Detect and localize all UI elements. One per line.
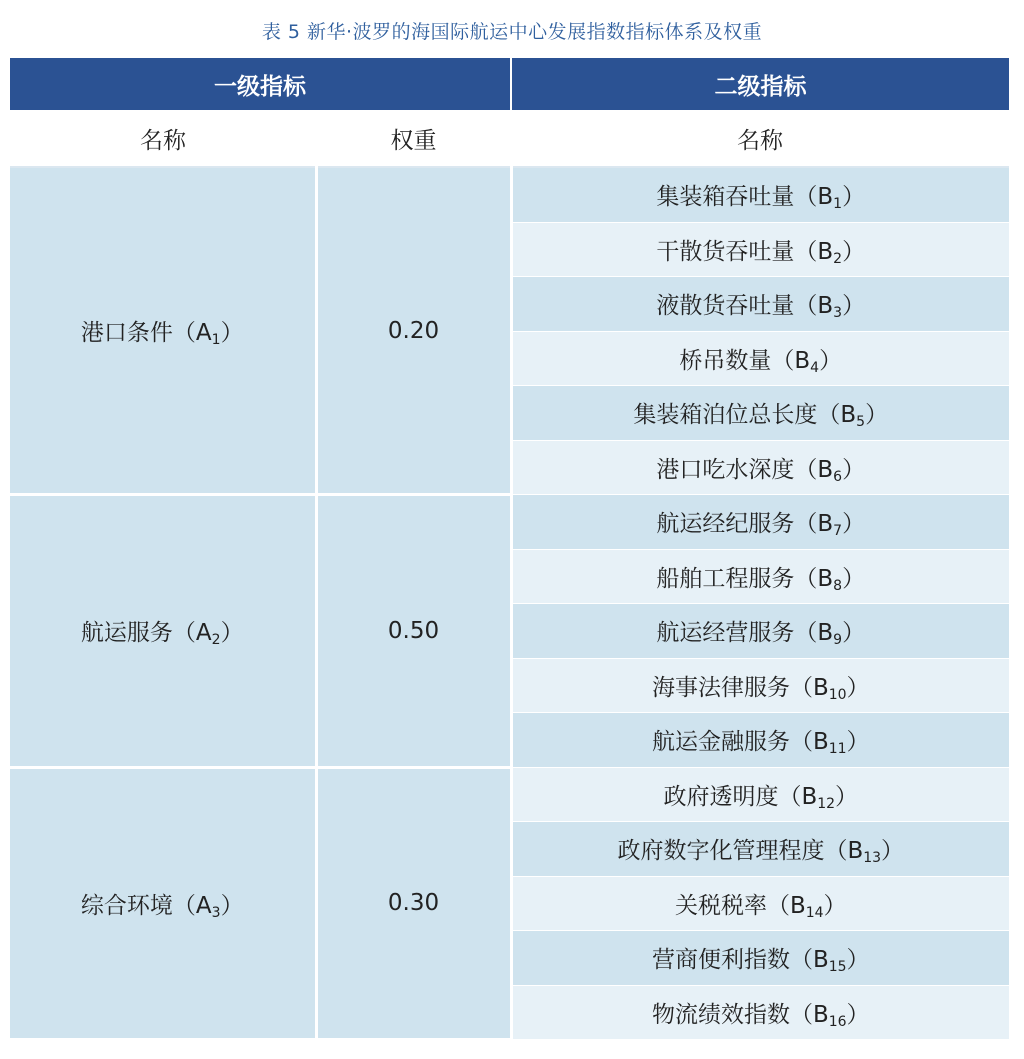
level1-weight-cell bbox=[316, 495, 511, 768]
column-header-weight: 权重 bbox=[316, 110, 511, 167]
level2-indicator-code-subscript: 15 bbox=[828, 959, 847, 976]
level2-indicator-code-subscript: 3 bbox=[833, 305, 843, 322]
level2-indicator-name: 关税税率 bbox=[674, 892, 767, 919]
level1-weight-value: 0.30 bbox=[387, 890, 440, 917]
level2-indicator-code: （ $B_{11}$ ） bbox=[790, 729, 870, 755]
level2-indicator-code: （ $B_9$ ） bbox=[794, 620, 865, 646]
level2-indicator-code: （ $B_8$ ） bbox=[794, 566, 865, 592]
level2-indicator-name: 航运经纪服务 bbox=[656, 511, 795, 538]
level1-weight-cell bbox=[316, 167, 511, 495]
level2-indicator-code-subscript: 14 bbox=[805, 904, 824, 921]
level2-indicator-cell bbox=[511, 549, 1009, 604]
level2-indicator-cell bbox=[511, 876, 1009, 931]
level2-indicator-name: 集装箱泊位总长度 bbox=[633, 402, 818, 429]
level1-indicator-cell bbox=[10, 767, 316, 1040]
level2-indicator-code: （ $B_5$ ） bbox=[817, 402, 888, 428]
level1-weight-cell bbox=[316, 767, 511, 1040]
level2-indicator-cell bbox=[511, 713, 1009, 768]
level1-indicator-code: （ $A_1$ ） bbox=[173, 320, 244, 346]
level2-indicator-cell bbox=[511, 658, 1009, 713]
level2-indicator-cell bbox=[511, 440, 1009, 495]
level2-indicator-cell bbox=[511, 277, 1009, 332]
level2-indicator-code: （ $B_1$ ） bbox=[794, 184, 865, 210]
level2-indicator-cell bbox=[511, 222, 1009, 277]
level2-indicator-cell bbox=[511, 931, 1009, 986]
level2-indicator-code-subscript: 1 bbox=[833, 196, 843, 213]
table-body bbox=[10, 167, 1009, 1040]
table-row bbox=[10, 767, 1009, 822]
column-header-name2: 名称 bbox=[511, 110, 1009, 167]
level2-indicator-cell bbox=[511, 604, 1009, 659]
level2-indicator-name: 港口吃水深度 bbox=[656, 456, 795, 483]
level1-indicator-code-subscript: 2 bbox=[211, 632, 221, 649]
level2-indicator-name: 集装箱吞吐量 bbox=[656, 184, 795, 211]
level2-indicator-code: （ $B_7$ ） bbox=[794, 511, 865, 537]
level2-indicator-name: 航运金融服务 bbox=[651, 729, 790, 756]
header-row-columns bbox=[10, 110, 1009, 167]
level2-indicator-code-subscript: 6 bbox=[833, 468, 843, 485]
level2-indicator-name: 船舶工程服务 bbox=[656, 565, 795, 592]
level2-indicator-code-subscript: 4 bbox=[810, 359, 820, 376]
level2-indicator-code-subscript: 8 bbox=[833, 577, 843, 594]
level2-indicator-code: （ $B_3$ ） bbox=[794, 293, 865, 319]
level2-indicator-cell bbox=[511, 985, 1009, 1040]
level2-indicator-name: 干散货吞吐量 bbox=[656, 238, 795, 265]
level2-indicator-name: 液散货吞吐量 bbox=[656, 293, 795, 320]
level2-indicator-cell bbox=[511, 331, 1009, 386]
table-row bbox=[10, 495, 1009, 550]
level1-indicator-code-subscript: 1 bbox=[211, 332, 221, 348]
level2-indicator-code: （ $B_{14}$ ） bbox=[767, 893, 847, 919]
level2-indicator-code-subscript: 13 bbox=[863, 850, 882, 867]
level1-indicator-name: 航运服务 bbox=[80, 620, 173, 647]
table-caption: 表 5 新华·波罗的海国际航运中心发展指数指标体系及权重 bbox=[261, 21, 763, 43]
level2-indicator-name: 政府数字化管理程度 bbox=[617, 838, 825, 865]
level1-indicator-code: （ $A_2$ ） bbox=[173, 620, 244, 646]
level2-indicator-cell bbox=[511, 822, 1009, 877]
level2-indicator-code-subscript: 16 bbox=[828, 1013, 847, 1030]
level2-indicator-code: （ $B_6$ ） bbox=[794, 457, 865, 483]
level2-indicator-code-subscript: 9 bbox=[833, 632, 843, 649]
level2-indicator-code-subscript: 7 bbox=[833, 523, 843, 540]
level2-indicator-code-subscript: 5 bbox=[856, 414, 866, 431]
header-row-levels bbox=[10, 58, 1009, 110]
level1-indicator-code: （ $A_3$ ） bbox=[173, 893, 244, 919]
level2-indicator-name: 营商便利指数 bbox=[651, 947, 790, 974]
level2-indicator-code: （ $B_{10}$ ） bbox=[790, 675, 870, 701]
level2-indicator-code: （ $B_2$ ） bbox=[794, 239, 865, 265]
level2-indicator-code-subscript: 11 bbox=[828, 741, 847, 758]
level2-indicator-name: 航运经营服务 bbox=[656, 620, 795, 647]
level2-indicator-code-subscript: 2 bbox=[833, 250, 843, 267]
level2-indicator-code-subscript: 10 bbox=[828, 686, 847, 703]
level2-indicator-code: （ $B_{13}$ ） bbox=[824, 838, 904, 864]
level1-indicator-cell bbox=[10, 495, 316, 768]
level2-indicator-cell bbox=[511, 386, 1009, 441]
table-row bbox=[10, 167, 1009, 222]
level2-indicator-name: 桥吊数量 bbox=[679, 347, 772, 374]
header-level1: 一级指标 bbox=[10, 58, 511, 110]
level1-indicator-cell bbox=[10, 167, 316, 495]
level2-indicator-name: 政府透明度 bbox=[663, 783, 779, 810]
level2-indicator-code-subscript: 12 bbox=[817, 795, 836, 812]
level2-indicator-name: 海事法律服务 bbox=[651, 674, 790, 701]
level1-weight-value: 0.20 bbox=[387, 317, 440, 344]
level2-indicator-name: 物流绩效指数 bbox=[651, 1001, 790, 1028]
level1-indicator-name: 综合环境 bbox=[80, 892, 173, 919]
level1-indicator-code-subscript: 3 bbox=[211, 904, 221, 921]
header-level2: 二级指标 bbox=[511, 58, 1009, 110]
level1-indicator-name: 港口条件 bbox=[80, 320, 173, 346]
level2-indicator-code: （ $B_{15}$ ） bbox=[790, 947, 870, 973]
level2-indicator-cell bbox=[511, 767, 1009, 822]
level2-indicator-cell bbox=[511, 167, 1009, 222]
level2-indicator-code: （ $B_{12}$ ） bbox=[778, 784, 858, 810]
level2-indicator-cell bbox=[511, 495, 1009, 550]
level1-weight-value: 0.50 bbox=[387, 617, 440, 644]
level2-indicator-code: （ $B_4$ ） bbox=[771, 348, 842, 374]
level2-indicator-code: （ $B_{16}$ ） bbox=[790, 1002, 870, 1028]
column-header-name: 名称 bbox=[10, 110, 316, 167]
indicator-table bbox=[10, 58, 1009, 1041]
